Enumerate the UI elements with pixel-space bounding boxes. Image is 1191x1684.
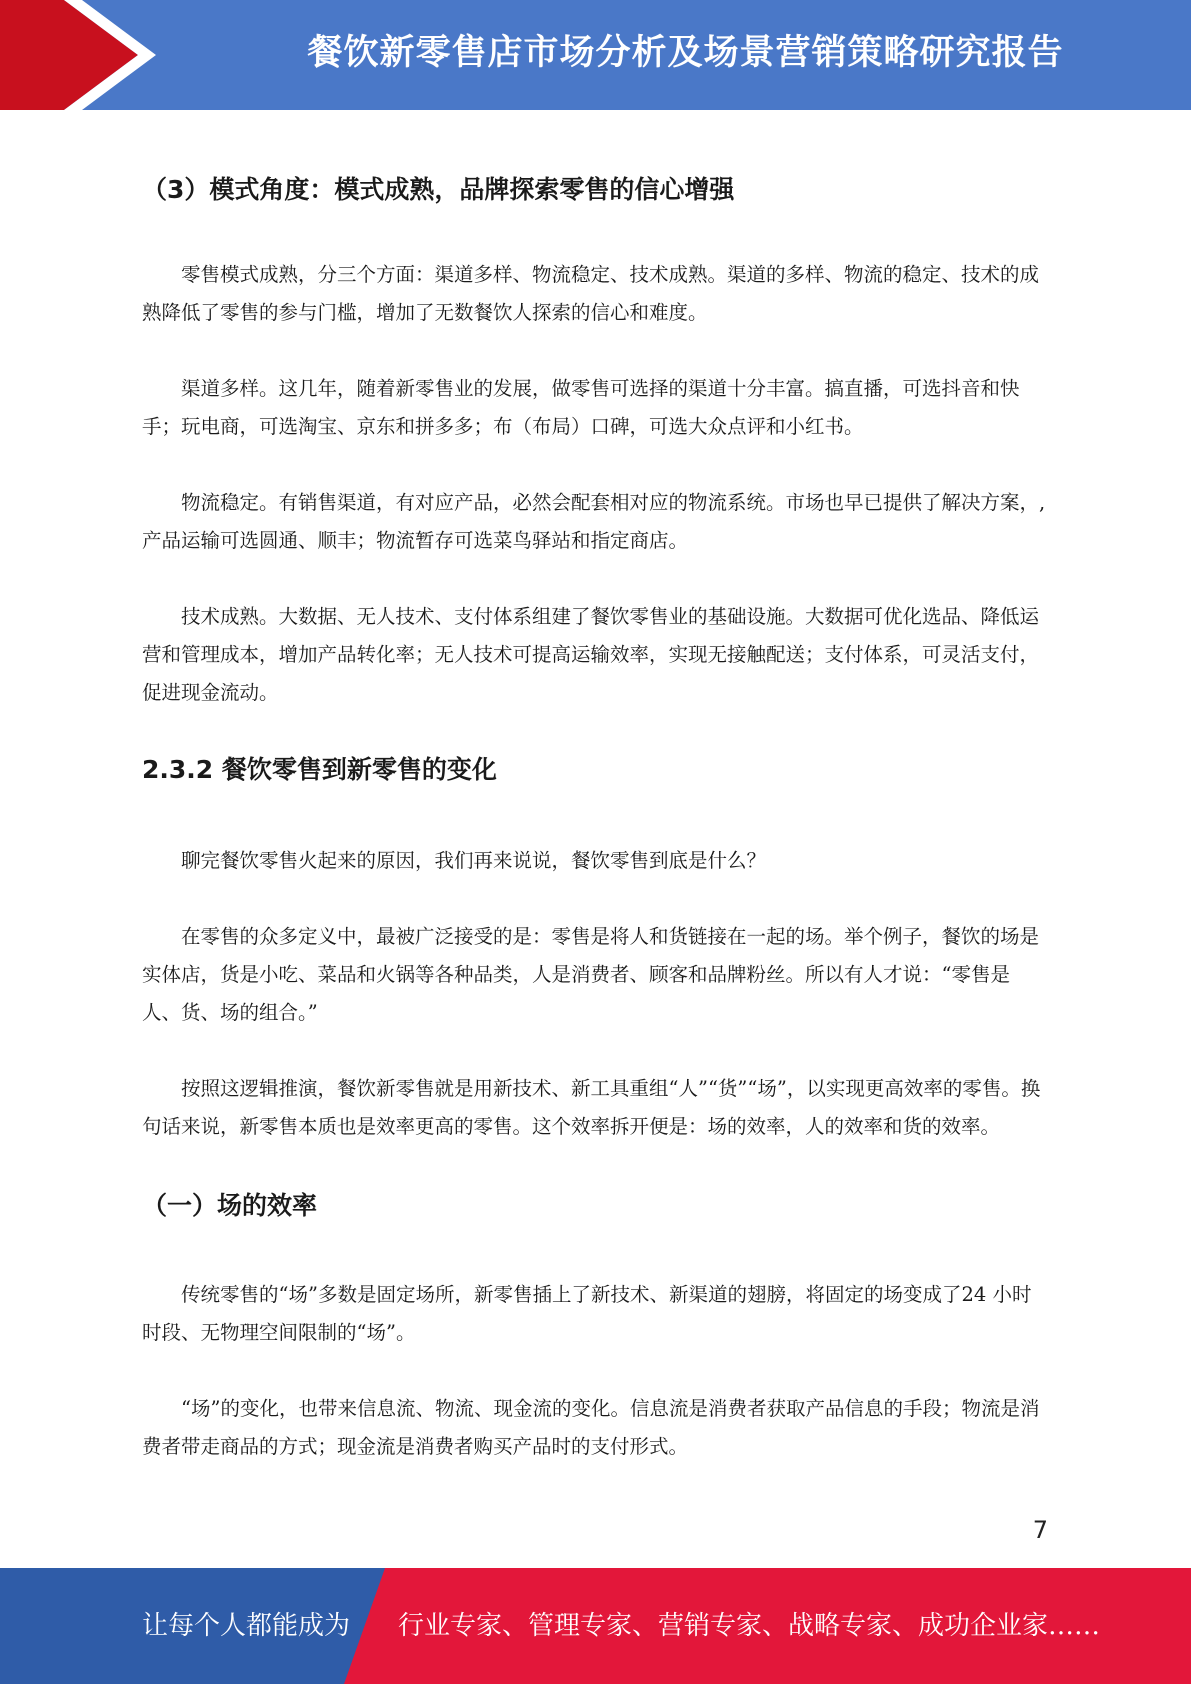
paragraph: “场”的变化，也带来信息流、物流、现金流的变化。信息流是消费者获取产品信息的手段；物流是消费者带走商品的方式；现金流是消费者购买产品时的支付形式。	[142, 1397, 1040, 1458]
header-banner	[0, 0, 1191, 110]
paragraph: 技术成熟。大数据、无人技术、支付体系组建了餐饮零售业的基础设施。大数据可优化选品、降低运营和管理成本，增加产品转化率；无人技术可提高运输效率，实现无接触配送；支付体系，可灵活支付，促进现金流动。	[142, 605, 1040, 704]
footer-banner	[0, 1568, 1191, 1684]
paragraph: 渠道多样。这几年，随着新零售业的发展，做零售可选择的渠道十分丰富。搞直播，可选抖音和快手；玩电商，可选淘宝、京东和拼多多；布（布局）口碑，可选大众点评和小红书。	[142, 377, 1020, 438]
paragraph: 聊完餐饮零售火起来的原因，我们再来说说，餐饮零售到底是什么？	[181, 849, 767, 872]
paragraph: 按照这逻辑推演，餐饮新零售就是用新技术、新工具重组“人”“货”“场”，以实现更高效率的零售。换句话来说，新零售本质也是效率更高的零售。这个效率拆开便是：场的效率，人的效率和货的效率。	[142, 1077, 1041, 1138]
section-heading: （3）模式角度：模式成熟，品牌探索零售的信心增强	[142, 175, 735, 204]
page-number: 7	[1032, 1516, 1048, 1544]
paragraph: 物流稳定。有销售渠道，有对应产品，必然会配套相对应的物流系统。市场也早已提供了解决方案，,产品运输可选圆通、顺丰；物流暂存可选菜鸟驿站和指定商店。	[142, 491, 1046, 552]
section-heading: 2.3.2 餐饮零售到新零售的变化	[142, 755, 497, 784]
paragraph: 在零售的众多定义中，最被广泛接受的是：零售是将人和货链接在一起的场。举个例子，餐饮的场是实体店，货是小吃、菜品和火锅等各种品类，人是消费者、顾客和品牌粉丝。所以有人才说：“零售是人、货、场的组合。”	[142, 925, 1040, 1024]
footer-slogan-left: 让每个人都能成为	[142, 1611, 351, 1641]
section-heading: （一）场的效率	[142, 1191, 318, 1220]
paragraph: 零售模式成熟，分三个方面：渠道多样、物流稳定、技术成熟。渠道的多样、物流的稳定、技术的成熟降低了零售的参与门槛，增加了无数餐饮人探索的信心和难度。	[142, 263, 1040, 324]
footer-slogan-right: 行业专家、管理专家、营销专家、战略专家、成功企业家……	[398, 1611, 1101, 1641]
main-content	[142, 168, 1046, 1466]
header-arrow-shape	[0, 0, 160, 110]
paragraph: 传统零售的“场”多数是固定场所，新零售插上了新技术、新渠道的翅膀，将固定的场变成了24 小时时段、无物理空间限制的“场”。	[142, 1283, 1032, 1344]
report-title: 餐饮新零售店市场分析及场景营销策略研究报告	[307, 33, 1064, 73]
